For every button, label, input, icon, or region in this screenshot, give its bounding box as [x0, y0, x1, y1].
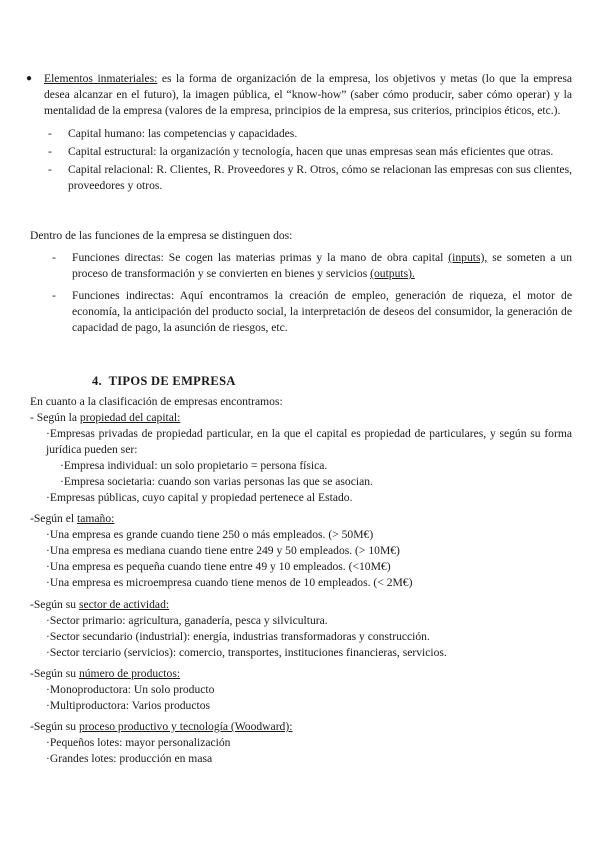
- list-item: ·Una empresa es mediana cuando tiene entre 249 y 50 empleados. (> 10M€): [46, 544, 400, 557]
- list-item: ·Una empresa es pequeña cuando tiene entre 49 y 10 empleados. (<10M€): [46, 560, 391, 573]
- list-item: ·Una empresa es microempresa cuando tiene menos de 10 empleados. (< 2M€): [46, 576, 413, 589]
- intangibles-text: es la forma de organización de la empresa, los objetivos y metas (lo que la empresa desea alcanzar en el futuro), la imagen pública, el “know-how” (saber cómo producir, saber cómo operar) y la mentalidad de la empresa (valores de la empresa, principios de la empresa, sus criterios, principios éticos, etc.).: [44, 72, 572, 117]
- process-block: [30, 719, 572, 767]
- list-item: - Capital estructural: la organización y tecnología, hacen que unas empresas sean más eficientes que otras.: [48, 145, 554, 158]
- list-item: ·Monoproductora: Un solo producto: [46, 683, 215, 696]
- classification-intro: En cuanto a la clasificación de empresas encontramos:: [30, 395, 283, 408]
- ownership-individual: ·Empresa individual: un solo propietario = persona física.: [60, 459, 328, 472]
- list-item: - Capital humano: las competencias y capacidades.: [48, 127, 298, 140]
- size-heading: -Según el tamaño:: [30, 512, 115, 525]
- bullet-icon: ●: [26, 73, 33, 84]
- section-heading: 4. TIPOS DE EMPRESA: [92, 374, 236, 388]
- list-item: ·Pequeños lotes: mayor personalización: [46, 736, 231, 749]
- products-heading: -Según su número de productos:: [30, 667, 181, 680]
- functions-block: [30, 228, 572, 338]
- size-block: [30, 511, 572, 591]
- list-item: ·Sector secundario (industrial): energía, industrias transformadoras y construcción.: [46, 630, 430, 643]
- intangibles-list: [26, 126, 572, 194]
- list-item: ·Sector terciario (servicios): comercio, transportes, instituciones financieras, servicios.: [46, 646, 447, 659]
- intangibles-title: Elementos inmateriales:: [44, 72, 158, 85]
- list-item: ·Grandes lotes: producción en masa: [46, 752, 213, 765]
- ownership-heading: - Según la propiedad del capital:: [30, 411, 181, 424]
- classification-intro-block: [30, 394, 572, 506]
- list-item: - Funciones indirectas: Aquí encontramos la creación de empleo, generación de riqueza, el motor de economía, la anticipación del producto social, la interpretación de deseos del consumidor, la generación de capacidad de pago, la asunción de riesgos, etc.: [52, 289, 572, 334]
- list-item: ·Multiproductora: Varios productos: [46, 699, 211, 712]
- ownership-societaria: ·Empresa societaria: cuando son varias personas las que se asocian.: [60, 475, 373, 488]
- functions-intro: Dentro de las funciones de la empresa se distinguen dos:: [30, 229, 293, 242]
- list-item: - Capital relacional: R. Clientes, R. Proveedores y R. Otros, cómo se relacionan las empresas con sus clientes, proveedores y otros.: [48, 163, 572, 192]
- products-block: [30, 666, 572, 714]
- list-item: ·Sector primario: agricultura, ganadería, pesca y silvicultura.: [46, 614, 328, 627]
- functions-list: [30, 250, 572, 336]
- list-item: ·Una empresa es grande cuando tiene 250 o más empleados. (> 50M€): [46, 528, 374, 541]
- sector-heading: -Según su sector de actividad:: [30, 598, 170, 611]
- ownership-private: ·Empresas privadas de propiedad particular, en la que el capital es propiedad de particulares, y según su forma jurídica pueden ser:: [46, 427, 572, 456]
- intangibles-paragraph: [44, 71, 572, 119]
- process-heading: -Según su proceso productivo y tecnología (Woodward):: [30, 720, 293, 733]
- ownership-public: ·Empresas públicas, cuyo capital y propiedad pertenece al Estado.: [46, 491, 353, 504]
- sector-block: [30, 597, 572, 661]
- intangibles-block: [26, 71, 572, 196]
- list-item: - Funciones directas: Se cogen las materias primas y la mano de obra capital (inputs), se someten a un proceso de transformación y se convierten en bienes y servicios (outputs).: [52, 251, 572, 280]
